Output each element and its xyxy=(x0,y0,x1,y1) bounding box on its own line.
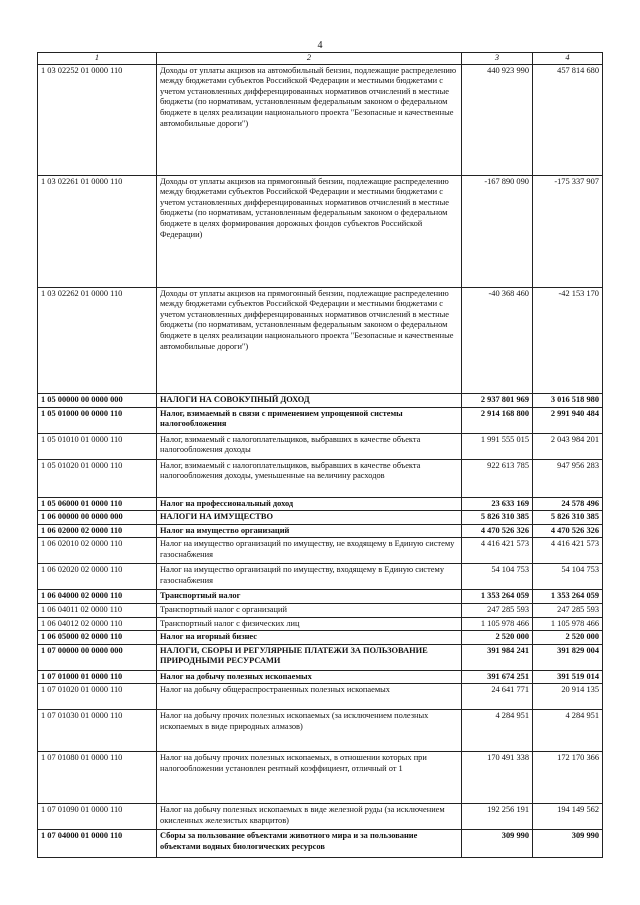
row-value-col4: -175 337 907 xyxy=(533,175,603,287)
row-value-col3: -40 368 460 xyxy=(462,287,533,393)
row-name: Транспортный налог с организаций xyxy=(157,603,462,617)
row-code: 1 06 05000 02 0000 110 xyxy=(38,631,157,645)
table-row xyxy=(38,590,603,604)
row-value-col4: 54 104 753 xyxy=(533,564,603,590)
row-value-col3: 54 104 753 xyxy=(462,564,533,590)
table-row xyxy=(38,407,603,433)
row-value-col4: 391 519 014 xyxy=(533,670,603,684)
row-value-col3: 247 285 593 xyxy=(462,603,533,617)
table-row xyxy=(38,524,603,538)
row-code: 1 06 00000 00 0000 000 xyxy=(38,511,157,525)
row-value-col3: 5 826 310 385 xyxy=(462,511,533,525)
column-header-4: 4 xyxy=(533,53,603,65)
row-value-col3: 922 613 785 xyxy=(462,459,533,497)
table-row xyxy=(38,684,603,710)
table-row xyxy=(38,631,603,645)
row-code: 1 03 02252 01 0000 110 xyxy=(38,64,157,175)
table-row xyxy=(38,670,603,684)
table-row xyxy=(38,64,603,175)
row-value-col4: 2 991 940 484 xyxy=(533,407,603,433)
table-row xyxy=(38,564,603,590)
row-code: 1 05 01010 01 0000 110 xyxy=(38,433,157,459)
table-row xyxy=(38,175,603,287)
row-name: Налог на добычу общераспространенных полезных ископаемых xyxy=(157,684,462,710)
row-code: 1 06 02000 02 0000 110 xyxy=(38,524,157,538)
row-name: Налог на добычу прочих полезных ископаемых, в отношении которых при налогообложении установлен рентный коэффициент, отличный от 1 xyxy=(157,752,462,804)
row-value-col4: -42 153 170 xyxy=(533,287,603,393)
row-code: 1 07 01000 01 0000 110 xyxy=(38,670,157,684)
row-name: Транспортный налог xyxy=(157,590,462,604)
row-name: НАЛОГИ НА ИМУЩЕСТВО xyxy=(157,511,462,525)
row-value-col3: 170 491 338 xyxy=(462,752,533,804)
table-row xyxy=(38,617,603,631)
row-value-col4: 4 470 526 326 xyxy=(533,524,603,538)
row-name: Налог на имущество организаций xyxy=(157,524,462,538)
table-row xyxy=(38,459,603,497)
row-value-col4: 1 353 264 059 xyxy=(533,590,603,604)
row-code: 1 05 06000 01 0000 110 xyxy=(38,497,157,511)
row-name: Налог на имущество организаций по имуществу, не входящему в Единую систему газоснабжения xyxy=(157,538,462,564)
row-value-col3: 24 641 771 xyxy=(462,684,533,710)
row-name: Транспортный налог с физических лиц xyxy=(157,617,462,631)
row-name: Налог на имущество организаций по имуществу, входящему в Единую систему газоснабжения xyxy=(157,564,462,590)
row-name: Налог, взимаемый с налогоплательщиков, выбравших в качестве объекта налогообложения доходы, уменьшенные на величину расходов xyxy=(157,459,462,497)
row-name: НАЛОГИ, СБОРЫ И РЕГУЛЯРНЫЕ ПЛАТЕЖИ ЗА ПОЛЬЗОВАНИЕ ПРИРОДНЫМИ РЕСУРСАМИ xyxy=(157,644,462,670)
row-value-col3: 4 284 951 xyxy=(462,710,533,752)
table-row xyxy=(38,644,603,670)
row-name: Доходы от уплаты акцизов на автомобильный бензин, подлежащие распределению между бюджетами субъектов Российской Федерации и местными бюджетами с учетом установленных дифференцированных нормативов отчислений в местные бюджеты (по нормативам, установленным федеральным законом о федеральном бюджете в целях реализации национального проекта "Безопасные и качественные автомобильные дороги") xyxy=(157,64,462,175)
row-value-col3: 23 633 169 xyxy=(462,497,533,511)
row-name: Доходы от уплаты акцизов на прямогонный бензин, подлежащие распределению между бюджетами субъектов Российской Федерации и местными бюджетами с учетом установленных дифференцированных нормативов отчислений в местные бюджеты (по нормативам, установленным федеральным законом о федеральном бюджете в целях реализации национального проекта "Безопасные и качественные автомобильные дороги") xyxy=(157,287,462,393)
row-value-col4: 1 105 978 466 xyxy=(533,617,603,631)
row-name: Налог, взимаемый с налогоплательщиков, выбравших в качестве объекта налогообложения доходы xyxy=(157,433,462,459)
row-value-col4: 172 170 366 xyxy=(533,752,603,804)
table-row xyxy=(38,710,603,752)
row-code: 1 06 04000 02 0000 110 xyxy=(38,590,157,604)
row-name: НАЛОГИ НА СОВОКУПНЫЙ ДОХОД xyxy=(157,393,462,407)
row-code: 1 06 04011 02 0000 110 xyxy=(38,603,157,617)
row-code: 1 06 04012 02 0000 110 xyxy=(38,617,157,631)
row-value-col4: 24 578 496 xyxy=(533,497,603,511)
row-value-col3: 391 674 251 xyxy=(462,670,533,684)
row-value-col3: 391 984 241 xyxy=(462,644,533,670)
table-row xyxy=(38,497,603,511)
row-value-col3: -167 890 090 xyxy=(462,175,533,287)
row-value-col3: 309 990 xyxy=(462,830,533,858)
row-name: Налог на добычу полезных ископаемых в виде железной руды (за исключением окисленных железистых кварцитов) xyxy=(157,804,462,830)
row-value-col4: 247 285 593 xyxy=(533,603,603,617)
row-code: 1 07 01080 01 0000 110 xyxy=(38,752,157,804)
row-name: Сборы за пользование объектами животного мира и за пользование объектами водных биологических ресурсов xyxy=(157,830,462,858)
row-name: Налог на добычу полезных ископаемых xyxy=(157,670,462,684)
column-header-3: 3 xyxy=(462,53,533,65)
table-row xyxy=(38,393,603,407)
row-value-col4: 947 956 283 xyxy=(533,459,603,497)
table-row xyxy=(38,511,603,525)
row-value-col3: 2 937 801 969 xyxy=(462,393,533,407)
table-row xyxy=(38,433,603,459)
table-row xyxy=(38,287,603,393)
row-name: Доходы от уплаты акцизов на прямогонный бензин, подлежащие распределению между бюджетами субъектов Российской Федерации и местными бюджетами с учетом установленных дифференцированных нормативов отчислений в местные бюджеты (по нормативам, установленным федеральным законом о федеральном бюджете в целях формирования дорожных фондов субъектов Российской Федерации) xyxy=(157,175,462,287)
row-code: 1 03 02261 01 0000 110 xyxy=(38,175,157,287)
row-value-col4: 4 284 951 xyxy=(533,710,603,752)
revenue-table-body xyxy=(38,53,603,858)
table-row xyxy=(38,804,603,830)
row-value-col3: 4 416 421 573 xyxy=(462,538,533,564)
row-value-col3: 192 256 191 xyxy=(462,804,533,830)
revenue-table xyxy=(37,52,603,858)
row-value-col4: 2 520 000 xyxy=(533,631,603,645)
row-code: 1 07 01030 01 0000 110 xyxy=(38,710,157,752)
row-code: 1 05 00000 00 0000 000 xyxy=(38,393,157,407)
row-code: 1 06 02010 02 0000 110 xyxy=(38,538,157,564)
row-value-col3: 4 470 526 326 xyxy=(462,524,533,538)
table-row xyxy=(38,603,603,617)
row-name: Налог, взимаемый в связи с применением упрощенной системы налогообложения xyxy=(157,407,462,433)
column-header-1: 1 xyxy=(38,53,157,65)
row-code: 1 05 01020 01 0000 110 xyxy=(38,459,157,497)
row-value-col4: 2 043 984 201 xyxy=(533,433,603,459)
row-value-col4: 20 914 135 xyxy=(533,684,603,710)
row-code: 1 03 02262 01 0000 110 xyxy=(38,287,157,393)
row-code: 1 05 01000 00 0000 110 xyxy=(38,407,157,433)
row-value-col4: 391 829 004 xyxy=(533,644,603,670)
row-value-col4: 5 826 310 385 xyxy=(533,511,603,525)
row-value-col3: 1 353 264 059 xyxy=(462,590,533,604)
row-value-col4: 457 814 680 xyxy=(533,64,603,175)
row-name: Налог на игорный бизнес xyxy=(157,631,462,645)
table-row xyxy=(38,752,603,804)
row-code: 1 07 01090 01 0000 110 xyxy=(38,804,157,830)
row-code: 1 07 01020 01 0000 110 xyxy=(38,684,157,710)
table-row xyxy=(38,830,603,858)
row-name: Налог на профессиональный доход xyxy=(157,497,462,511)
row-value-col4: 4 416 421 573 xyxy=(533,538,603,564)
row-value-col3: 440 923 990 xyxy=(462,64,533,175)
page-number: 4 xyxy=(317,40,323,51)
column-header-row xyxy=(38,53,603,65)
row-value-col3: 1 105 978 466 xyxy=(462,617,533,631)
row-value-col4: 194 149 562 xyxy=(533,804,603,830)
row-code: 1 07 00000 00 0000 000 xyxy=(38,644,157,670)
row-value-col3: 2 914 168 800 xyxy=(462,407,533,433)
row-code: 1 06 02020 02 0000 110 xyxy=(38,564,157,590)
row-value-col3: 2 520 000 xyxy=(462,631,533,645)
row-code: 1 07 04000 01 0000 110 xyxy=(38,830,157,858)
row-name: Налог на добычу прочих полезных ископаемых (за исключением полезных ископаемых в виде природных алмазов) xyxy=(157,710,462,752)
row-value-col3: 1 991 555 015 xyxy=(462,433,533,459)
row-value-col4: 309 990 xyxy=(533,830,603,858)
row-value-col4: 3 016 518 980 xyxy=(533,393,603,407)
column-header-2: 2 xyxy=(157,53,462,65)
table-row xyxy=(38,538,603,564)
